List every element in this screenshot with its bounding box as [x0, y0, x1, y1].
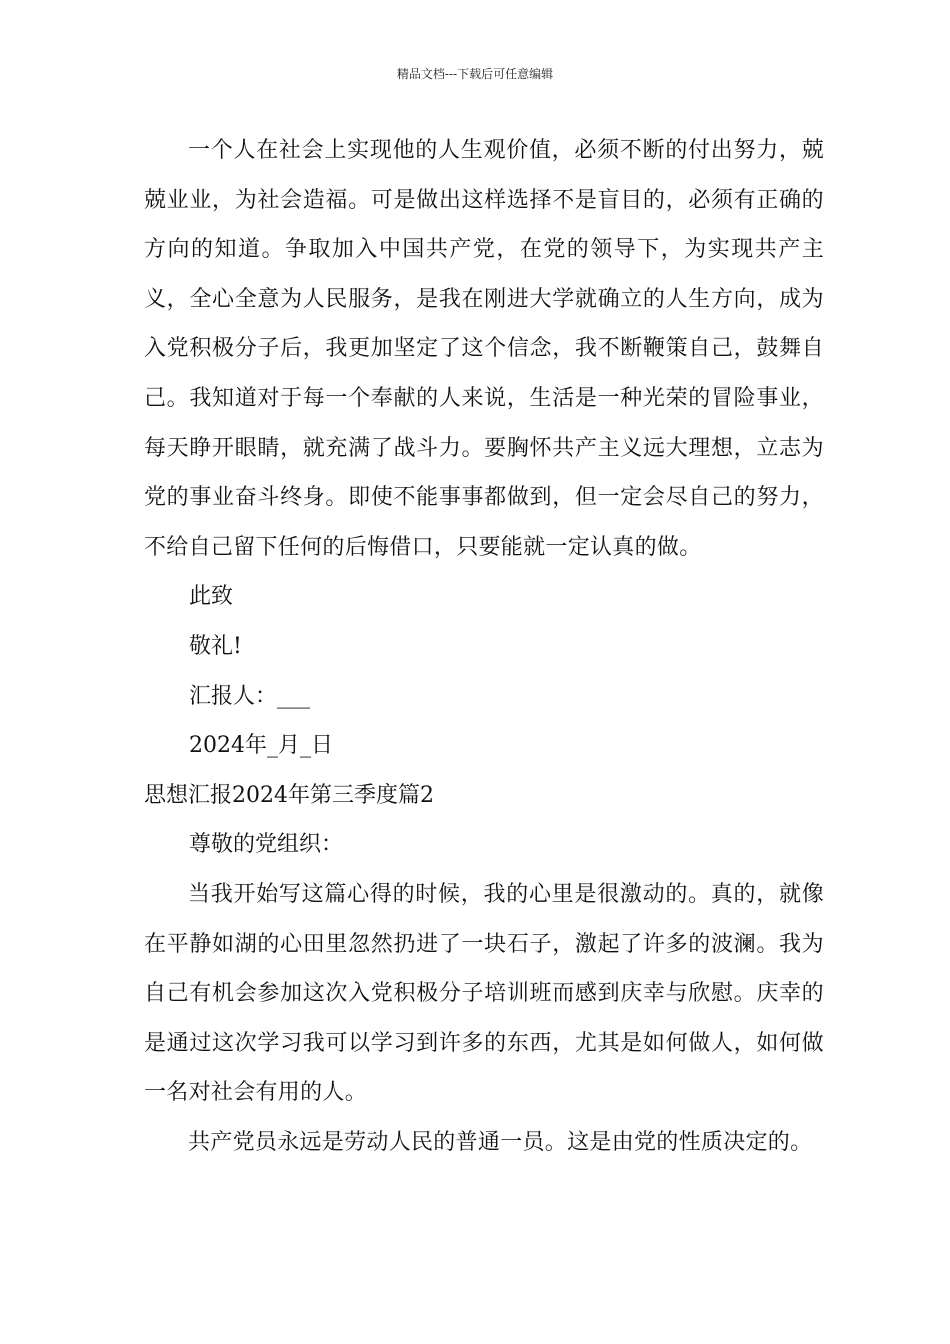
date-line: 2024年_月_日: [189, 733, 333, 759]
reporter-line: 汇报人：___: [189, 683, 311, 709]
closing-salute: 敬礼!: [189, 633, 242, 659]
paragraph: 一个人在社会上实现他的人生观价值，必须不断的付出努力，兢兢业业，为社会造福。可是做出这样选择不是盲目的，必须有正确的方向的知道。争取加入中国共产党，在党的领导下，为实现共产主义，全心全意为人民服务，是我在刚进大学就确立的人生方向，成为入党积极分子后，我更加坚定了这个信念，我不断鞭策自己，鼓舞自己。我知道对于每一个奉献的人来说，生活是一种光荣的冒险事业，每天睁开眼睛，就充满了战斗力。要胸怀共产主义远大理想，立志为党的事业奋斗终身。即使不能事事都做到，但一定会尽自己的努力，不给自己留下任何的后悔借口，只要能就一定认真的做。: [144, 138, 824, 560]
section-title: 思想汇报2024年第三季度篇2: [144, 782, 434, 808]
page-header: 精品文档---下载后可任意编辑: [396, 67, 554, 81]
closing-line: 此致: [189, 584, 234, 610]
document-body: [144, 126, 824, 1167]
paragraph: 共产党员永远是劳动人民的普通一员。这是由党的性质决定的。: [188, 1129, 813, 1155]
paragraph: 当我开始写这篇心得的时候，我的心里是很激动的。真的，就像在平静如湖的心田里忽然扔进了一块石子，激起了许多的波澜。我为自己有机会参加这次入党积极分子培训班而感到庆幸与欣慰。庆幸的是通过这次学习我可以学习到许多的东西，尤其是如何做人，如何做一名对社会有用的人。: [144, 881, 824, 1106]
salutation: 尊敬的党组织：: [189, 832, 344, 858]
